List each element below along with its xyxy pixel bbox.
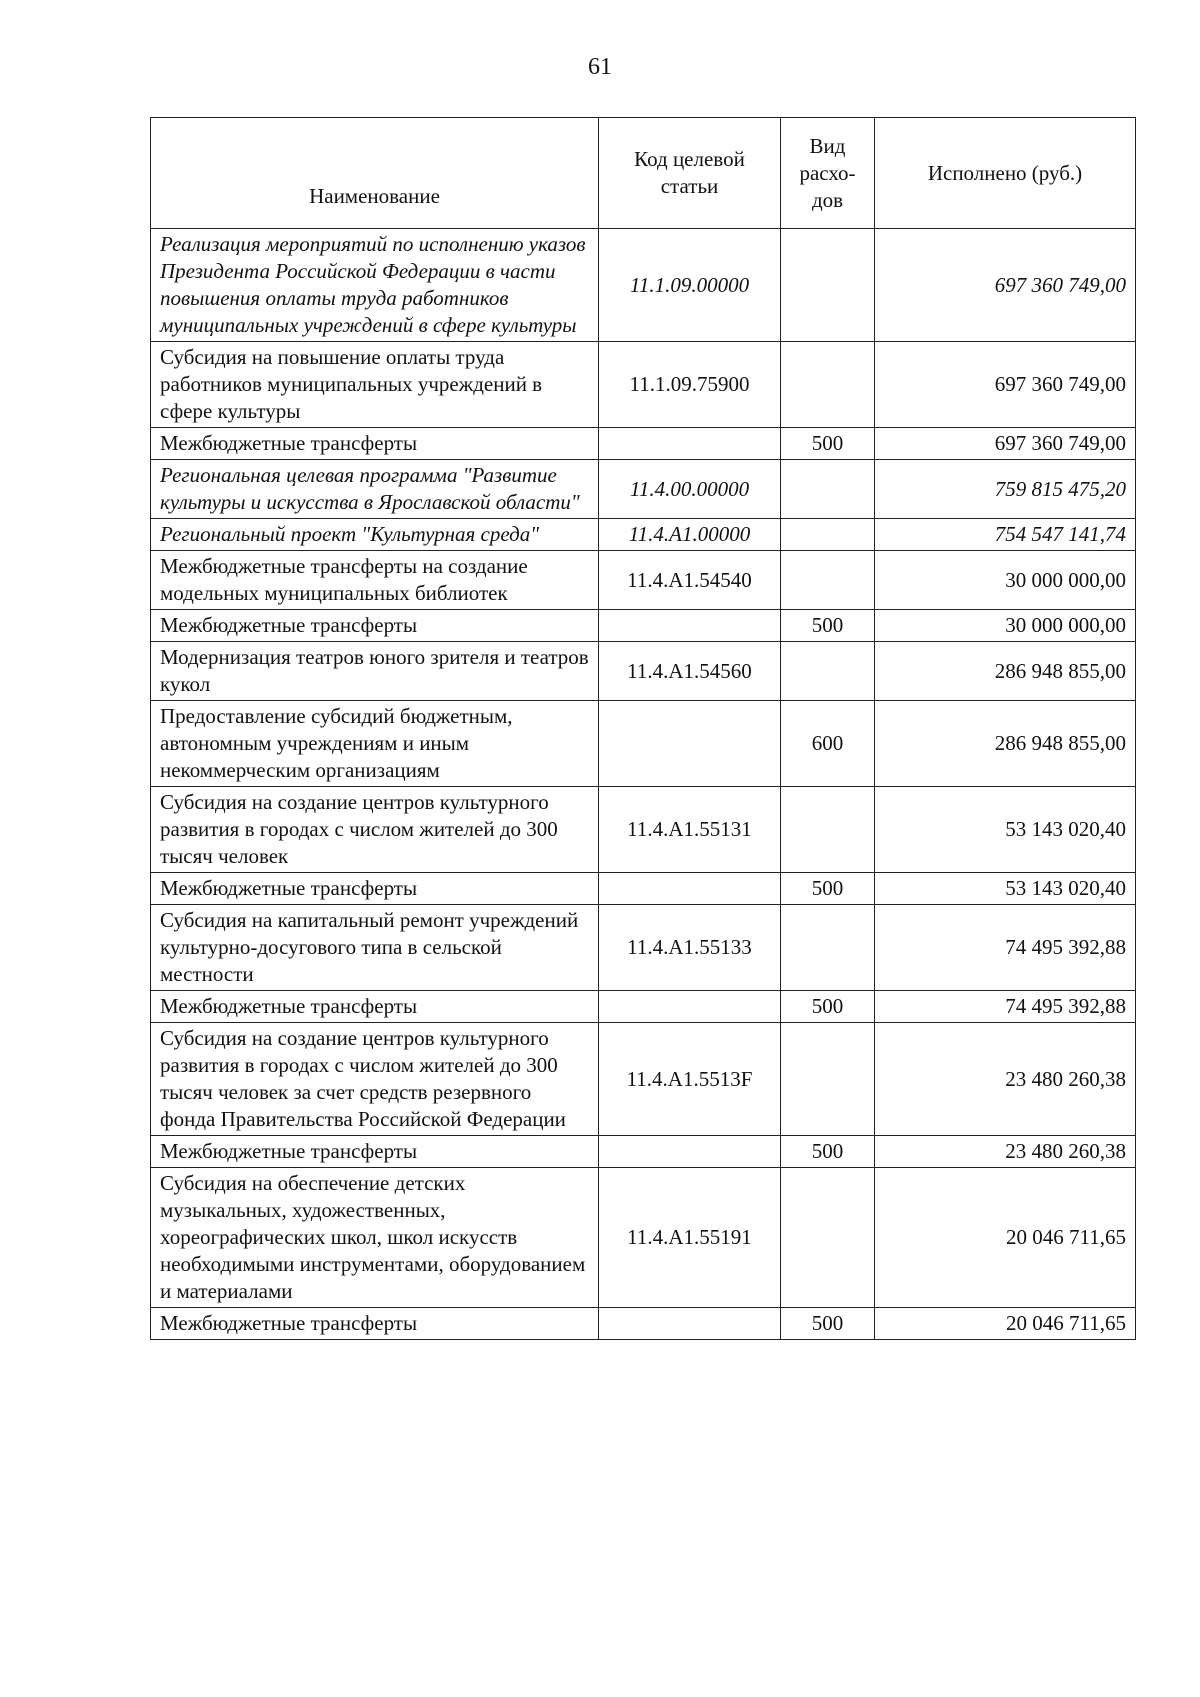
cell-amount: 23 480 260,38	[875, 1023, 1136, 1136]
cell-type	[781, 551, 875, 610]
cell-amount: 30 000 000,00	[875, 551, 1136, 610]
cell-name: Межбюджетные трансферты	[151, 873, 599, 905]
table-row	[151, 787, 1136, 873]
cell-amount: 74 495 392,88	[875, 991, 1136, 1023]
cell-name: Межбюджетные трансферты	[151, 991, 599, 1023]
table-row	[151, 519, 1136, 551]
cell-name: Межбюджетные трансферты на создание модельных муниципальных библиотек	[151, 551, 599, 610]
cell-amount: 53 143 020,40	[875, 787, 1136, 873]
cell-type	[781, 229, 875, 342]
cell-type	[781, 460, 875, 519]
cell-code	[599, 428, 781, 460]
cell-name: Субсидия на обеспечение детских музыкальных, художественных, хореографических школ, школ искусств необходимыми инструментами, оборудованием и материалами	[151, 1168, 599, 1308]
cell-code: 11.4.A1.5513F	[599, 1023, 781, 1136]
cell-name: Межбюджетные трансферты	[151, 428, 599, 460]
cell-code: 11.4.A1.00000	[599, 519, 781, 551]
table-row	[151, 460, 1136, 519]
cell-amount: 74 495 392,88	[875, 905, 1136, 991]
cell-name: Субсидия на капитальный ремонт учреждений культурно-досугового типа в сельской местности	[151, 905, 599, 991]
budget-table	[150, 117, 1136, 1340]
cell-type	[781, 519, 875, 551]
table-header-row	[151, 118, 1136, 229]
cell-type: 500	[781, 610, 875, 642]
cell-code	[599, 1136, 781, 1168]
cell-amount: 20 046 711,65	[875, 1168, 1136, 1308]
cell-code	[599, 610, 781, 642]
cell-name: Модернизация театров юного зрителя и театров кукол	[151, 642, 599, 701]
table-row	[151, 1308, 1136, 1340]
cell-amount: 697 360 749,00	[875, 229, 1136, 342]
table-row	[151, 1023, 1136, 1136]
cell-name: Субсидия на создание центров культурного развития в городах с числом жителей до 300 тысяч человек	[151, 787, 599, 873]
table-row	[151, 1136, 1136, 1168]
cell-name: Региональный проект "Культурная среда"	[151, 519, 599, 551]
cell-code: 11.4.A1.55133	[599, 905, 781, 991]
table-row	[151, 642, 1136, 701]
cell-type: 500	[781, 1136, 875, 1168]
cell-code: 11.4.A1.55191	[599, 1168, 781, 1308]
cell-type	[781, 905, 875, 991]
cell-name: Предоставление субсидий бюджетным, автономным учреждениям и иным некоммерческим организациям	[151, 701, 599, 787]
cell-name: Межбюджетные трансферты	[151, 1308, 599, 1340]
cell-amount: 286 948 855,00	[875, 642, 1136, 701]
cell-type: 500	[781, 1308, 875, 1340]
table-row	[151, 873, 1136, 905]
cell-type: 500	[781, 991, 875, 1023]
cell-type	[781, 342, 875, 428]
header-code: Код целевой статьи	[599, 118, 781, 229]
table-row	[151, 342, 1136, 428]
cell-code	[599, 991, 781, 1023]
cell-type: 600	[781, 701, 875, 787]
cell-amount: 697 360 749,00	[875, 428, 1136, 460]
table-row	[151, 905, 1136, 991]
table-row	[151, 551, 1136, 610]
header-name: Наименование	[151, 118, 599, 229]
cell-amount: 30 000 000,00	[875, 610, 1136, 642]
cell-name: Межбюджетные трансферты	[151, 1136, 599, 1168]
cell-type	[781, 787, 875, 873]
cell-name: Межбюджетные трансферты	[151, 610, 599, 642]
header-type: Вид расхо-дов	[781, 118, 875, 229]
table-body	[151, 229, 1136, 1340]
cell-type	[781, 1023, 875, 1136]
cell-amount: 286 948 855,00	[875, 701, 1136, 787]
cell-name: Субсидия на создание центров культурного развития в городах с числом жителей до 300 тысяч человек за счет средств резервного фонда Правительства Российской Федерации	[151, 1023, 599, 1136]
table-row	[151, 229, 1136, 342]
cell-type	[781, 1168, 875, 1308]
cell-amount: 759 815 475,20	[875, 460, 1136, 519]
cell-code: 11.1.09.75900	[599, 342, 781, 428]
table-row	[151, 701, 1136, 787]
cell-type: 500	[781, 873, 875, 905]
cell-name: Региональная целевая программа "Развитие культуры и искусства в Ярославской области"	[151, 460, 599, 519]
header-amount: Исполнено (руб.)	[875, 118, 1136, 229]
table-row	[151, 1168, 1136, 1308]
cell-code	[599, 1308, 781, 1340]
table-row	[151, 610, 1136, 642]
cell-type: 500	[781, 428, 875, 460]
cell-type	[781, 642, 875, 701]
cell-amount: 754 547 141,74	[875, 519, 1136, 551]
cell-code: 11.4.A1.55131	[599, 787, 781, 873]
page-number: 61	[588, 54, 612, 80]
cell-amount: 20 046 711,65	[875, 1308, 1136, 1340]
cell-name: Субсидия на повышение оплаты труда работников муниципальных учреждений в сфере культуры	[151, 342, 599, 428]
cell-code	[599, 873, 781, 905]
cell-amount: 23 480 260,38	[875, 1136, 1136, 1168]
cell-code	[599, 701, 781, 787]
cell-name: Реализация мероприятий по исполнению указов Президента Российской Федерации в части повышения оплаты труда работников муниципальных учреждений в сфере культуры	[151, 229, 599, 342]
table-row	[151, 428, 1136, 460]
cell-amount: 53 143 020,40	[875, 873, 1136, 905]
cell-code: 11.4.A1.54540	[599, 551, 781, 610]
cell-code: 11.4.A1.54560	[599, 642, 781, 701]
cell-code: 11.4.00.00000	[599, 460, 781, 519]
cell-code: 11.1.09.00000	[599, 229, 781, 342]
table-row	[151, 991, 1136, 1023]
cell-amount: 697 360 749,00	[875, 342, 1136, 428]
